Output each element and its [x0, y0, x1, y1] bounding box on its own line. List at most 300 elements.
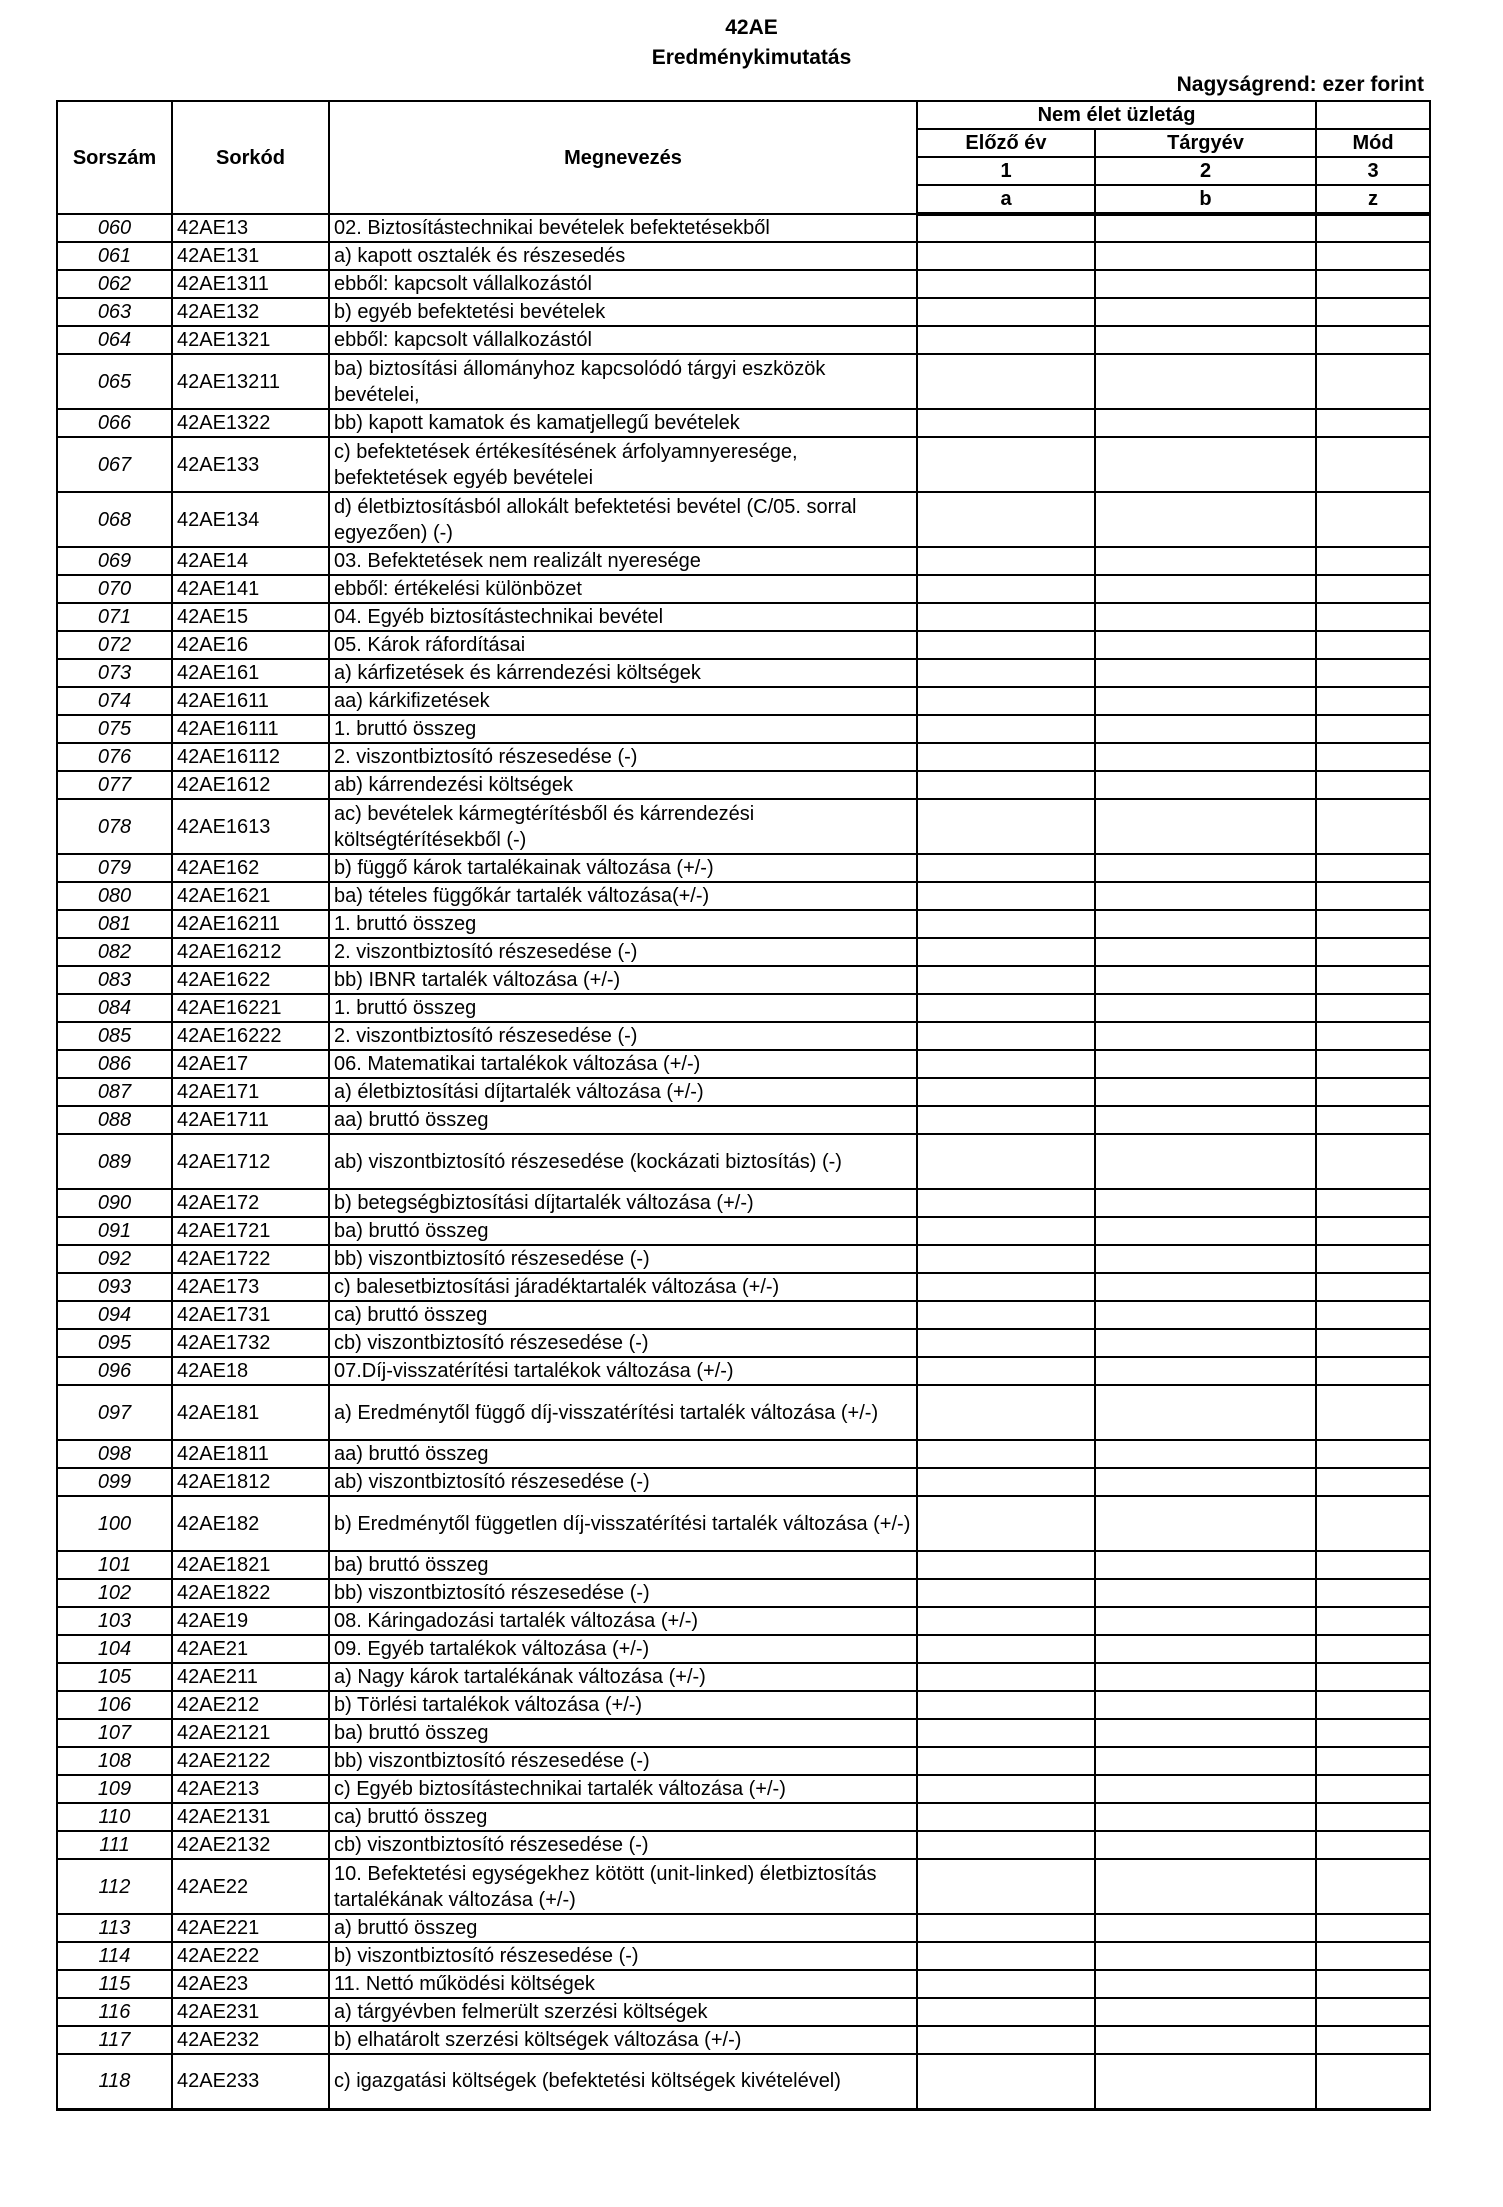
row-value-prev-year[interactable] [917, 854, 1095, 882]
table-row [57, 1385, 1430, 1440]
row-value-current-year[interactable] [1095, 966, 1316, 994]
row-value-current-year[interactable] [1095, 242, 1316, 270]
row-sorszam: 079 [57, 854, 172, 882]
row-sorszam: 067 [57, 437, 172, 492]
row-value-prev-year[interactable] [917, 1970, 1095, 1998]
row-sorkod: 42AE221 [172, 1914, 329, 1942]
row-value-prev-year[interactable] [917, 631, 1095, 659]
row-value-current-year[interactable] [1095, 1719, 1316, 1747]
row-sorszam: 076 [57, 743, 172, 771]
row-megnevezes: 11. Nettó működési költségek [329, 1970, 917, 1998]
row-value-prev-year[interactable] [917, 1859, 1095, 1914]
row-megnevezes: c) befektetések értékesítésének árfolyamnyeresége, befektetések egyéb bevételei [329, 437, 917, 492]
row-megnevezes: a) Eredménytől függő díj-visszatérítési tartalék változása (+/-) [329, 1385, 917, 1440]
row-value-mod[interactable] [1316, 1551, 1430, 1579]
row-value-prev-year[interactable] [917, 1914, 1095, 1942]
row-value-prev-year[interactable] [917, 1440, 1095, 1468]
row-sorszam: 084 [57, 994, 172, 1022]
row-value-mod[interactable] [1316, 1106, 1430, 1134]
table-row [57, 771, 1430, 799]
table-row [57, 1496, 1430, 1551]
row-value-mod[interactable] [1316, 687, 1430, 715]
row-megnevezes: ac) bevételek kármegtérítésből és kárrendezési költségtérítésekből (-) [329, 799, 917, 854]
row-value-current-year[interactable] [1095, 298, 1316, 326]
row-sorszam: 077 [57, 771, 172, 799]
row-value-current-year[interactable] [1095, 1914, 1316, 1942]
row-value-current-year[interactable] [1095, 1831, 1316, 1859]
row-megnevezes: aa) bruttó összeg [329, 1106, 917, 1134]
row-value-mod[interactable] [1316, 1301, 1430, 1329]
row-value-current-year[interactable] [1095, 994, 1316, 1022]
table-row [57, 1050, 1430, 1078]
row-value-mod[interactable] [1316, 1775, 1430, 1803]
row-value-prev-year[interactable] [917, 1357, 1095, 1385]
row-value-current-year[interactable] [1095, 1217, 1316, 1245]
row-sorszam: 063 [57, 298, 172, 326]
row-value-current-year[interactable] [1095, 1022, 1316, 1050]
col-header-empty [1316, 101, 1430, 129]
row-value-mod[interactable] [1316, 1719, 1430, 1747]
row-value-prev-year[interactable] [917, 938, 1095, 966]
row-value-mod[interactable] [1316, 659, 1430, 687]
row-sorszam: 096 [57, 1357, 172, 1385]
row-value-prev-year[interactable] [917, 437, 1095, 492]
row-value-prev-year[interactable] [917, 2026, 1095, 2054]
row-sorszam: 083 [57, 966, 172, 994]
row-value-mod[interactable] [1316, 1998, 1430, 2026]
row-megnevezes: cb) viszontbiztosító részesedése (-) [329, 1329, 917, 1357]
row-value-mod[interactable] [1316, 938, 1430, 966]
row-value-prev-year[interactable] [917, 1719, 1095, 1747]
row-value-current-year[interactable] [1095, 1050, 1316, 1078]
row-value-mod[interactable] [1316, 1831, 1430, 1859]
row-value-current-year[interactable] [1095, 270, 1316, 298]
row-value-current-year[interactable] [1095, 1496, 1316, 1551]
row-value-current-year[interactable] [1095, 575, 1316, 603]
row-megnevezes: ba) tételes függőkár tartalék változása(+/-) [329, 882, 917, 910]
row-value-prev-year[interactable] [917, 1273, 1095, 1301]
row-sorszam: 078 [57, 799, 172, 854]
row-value-current-year[interactable] [1095, 603, 1316, 631]
row-sorszam: 093 [57, 1273, 172, 1301]
row-value-prev-year[interactable] [917, 1189, 1095, 1217]
row-value-prev-year[interactable] [917, 966, 1095, 994]
row-value-current-year[interactable] [1095, 1942, 1316, 1970]
row-value-prev-year[interactable] [917, 326, 1095, 354]
row-value-current-year[interactable] [1095, 938, 1316, 966]
row-value-current-year[interactable] [1095, 1663, 1316, 1691]
row-value-prev-year[interactable] [917, 882, 1095, 910]
unit-label: Nagyságrend: ezer forint [1176, 73, 1424, 96]
row-value-prev-year[interactable] [917, 1579, 1095, 1607]
row-value-mod[interactable] [1316, 1607, 1430, 1635]
row-value-mod[interactable] [1316, 1579, 1430, 1607]
row-sorszam: 091 [57, 1217, 172, 1245]
row-value-prev-year[interactable] [917, 1301, 1095, 1329]
table-row [57, 2026, 1430, 2054]
row-value-prev-year[interactable] [917, 994, 1095, 1022]
row-value-prev-year[interactable] [917, 1551, 1095, 1579]
row-sorkod: 42AE16111 [172, 715, 329, 743]
row-value-mod[interactable] [1316, 1050, 1430, 1078]
row-value-current-year[interactable] [1095, 2054, 1316, 2109]
row-value-prev-year[interactable] [917, 1775, 1095, 1803]
row-value-current-year[interactable] [1095, 1803, 1316, 1831]
row-value-mod[interactable] [1316, 771, 1430, 799]
row-value-current-year[interactable] [1095, 1998, 1316, 2026]
row-value-current-year[interactable] [1095, 354, 1316, 409]
row-sorkod: 42AE222 [172, 1942, 329, 1970]
row-value-current-year[interactable] [1095, 437, 1316, 492]
row-value-current-year[interactable] [1095, 1747, 1316, 1775]
row-value-prev-year[interactable] [917, 270, 1095, 298]
row-megnevezes: 1. bruttó összeg [329, 910, 917, 938]
table-row [57, 743, 1430, 771]
row-value-mod[interactable] [1316, 1189, 1430, 1217]
row-megnevezes: 08. Káringadozási tartalék változása (+/-) [329, 1607, 917, 1635]
row-value-mod[interactable] [1316, 575, 1430, 603]
row-value-prev-year[interactable] [917, 242, 1095, 270]
row-sorkod: 42AE19 [172, 1607, 329, 1635]
row-value-current-year[interactable] [1095, 910, 1316, 938]
row-value-prev-year[interactable] [917, 1217, 1095, 1245]
row-sorkod: 42AE141 [172, 575, 329, 603]
table-row [57, 214, 1430, 242]
row-sorkod: 42AE1613 [172, 799, 329, 854]
row-value-mod[interactable] [1316, 2026, 1430, 2054]
row-value-prev-year[interactable] [917, 1663, 1095, 1691]
row-sorszam: 109 [57, 1775, 172, 1803]
col-header-sorkod: Sorkód [172, 101, 329, 214]
row-megnevezes: 2. viszontbiztosító részesedése (-) [329, 743, 917, 771]
row-value-current-year[interactable] [1095, 659, 1316, 687]
row-value-current-year[interactable] [1095, 214, 1316, 242]
row-value-current-year[interactable] [1095, 326, 1316, 354]
row-megnevezes: 07.Díj-visszatérítési tartalékok változása (+/-) [329, 1357, 917, 1385]
row-value-prev-year[interactable] [917, 1831, 1095, 1859]
row-value-mod[interactable] [1316, 1663, 1430, 1691]
row-value-mod[interactable] [1316, 2054, 1430, 2109]
row-megnevezes: c) Egyéb biztosítástechnikai tartalék változása (+/-) [329, 1775, 917, 1803]
table-row [57, 1134, 1430, 1189]
row-value-mod[interactable] [1316, 1217, 1430, 1245]
row-sorkod: 42AE1711 [172, 1106, 329, 1134]
row-sorszam: 061 [57, 242, 172, 270]
row-value-prev-year[interactable] [917, 1803, 1095, 1831]
row-sorkod: 42AE2122 [172, 1747, 329, 1775]
row-value-mod[interactable] [1316, 1747, 1430, 1775]
row-value-prev-year[interactable] [917, 409, 1095, 437]
row-value-current-year[interactable] [1095, 1859, 1316, 1914]
row-value-current-year[interactable] [1095, 715, 1316, 743]
row-value-mod[interactable] [1316, 1134, 1430, 1189]
row-value-current-year[interactable] [1095, 1078, 1316, 1106]
row-value-mod[interactable] [1316, 1468, 1430, 1496]
row-value-current-year[interactable] [1095, 799, 1316, 854]
row-megnevezes: 04. Egyéb biztosítástechnikai bevétel [329, 603, 917, 631]
row-sorkod: 42AE16211 [172, 910, 329, 938]
row-sorkod: 42AE17 [172, 1050, 329, 1078]
row-value-prev-year[interactable] [917, 687, 1095, 715]
row-value-mod[interactable] [1316, 214, 1430, 242]
row-value-mod[interactable] [1316, 1691, 1430, 1719]
row-value-current-year[interactable] [1095, 1301, 1316, 1329]
row-megnevezes: 05. Károk ráfordításai [329, 631, 917, 659]
row-sorszam: 118 [57, 2054, 172, 2109]
row-value-prev-year[interactable] [917, 298, 1095, 326]
row-megnevezes: 09. Egyéb tartalékok változása (+/-) [329, 1635, 917, 1663]
row-value-current-year[interactable] [1095, 771, 1316, 799]
row-value-prev-year[interactable] [917, 1022, 1095, 1050]
row-megnevezes: bb) viszontbiztosító részesedése (-) [329, 1245, 917, 1273]
row-value-mod[interactable] [1316, 242, 1430, 270]
row-value-prev-year[interactable] [917, 547, 1095, 575]
row-value-mod[interactable] [1316, 492, 1430, 547]
col-letter-b: b [1095, 185, 1316, 214]
row-value-prev-year[interactable] [917, 354, 1095, 409]
table-row [57, 575, 1430, 603]
row-value-mod[interactable] [1316, 354, 1430, 409]
row-value-mod[interactable] [1316, 1803, 1430, 1831]
row-value-mod[interactable] [1316, 882, 1430, 910]
row-value-current-year[interactable] [1095, 854, 1316, 882]
row-value-prev-year[interactable] [917, 214, 1095, 242]
table-row [57, 1803, 1430, 1831]
row-value-current-year[interactable] [1095, 1468, 1316, 1496]
row-sorszam: 090 [57, 1189, 172, 1217]
row-value-prev-year[interactable] [917, 1635, 1095, 1663]
row-sorszam: 060 [57, 214, 172, 242]
row-value-prev-year[interactable] [917, 2054, 1095, 2109]
row-value-mod[interactable] [1316, 1914, 1430, 1942]
row-value-prev-year[interactable] [917, 715, 1095, 743]
row-value-prev-year[interactable] [917, 492, 1095, 547]
row-sorszam: 081 [57, 910, 172, 938]
row-value-mod[interactable] [1316, 799, 1430, 854]
row-value-mod[interactable] [1316, 1273, 1430, 1301]
table-row [57, 966, 1430, 994]
table-row [57, 326, 1430, 354]
row-sorkod: 42AE162 [172, 854, 329, 882]
row-value-mod[interactable] [1316, 1440, 1430, 1468]
row-value-current-year[interactable] [1095, 1189, 1316, 1217]
table-row [57, 631, 1430, 659]
row-value-prev-year[interactable] [917, 575, 1095, 603]
row-value-prev-year[interactable] [917, 799, 1095, 854]
row-value-mod[interactable] [1316, 1942, 1430, 1970]
row-value-current-year[interactable] [1095, 1970, 1316, 1998]
row-value-current-year[interactable] [1095, 1245, 1316, 1273]
row-sorkod: 42AE172 [172, 1189, 329, 1217]
row-sorszam: 086 [57, 1050, 172, 1078]
table-row [57, 1022, 1430, 1050]
row-value-mod[interactable] [1316, 910, 1430, 938]
table-row [57, 1942, 1430, 1970]
row-value-prev-year[interactable] [917, 910, 1095, 938]
row-value-mod[interactable] [1316, 743, 1430, 771]
row-sorkod: 42AE1311 [172, 270, 329, 298]
row-sorkod: 42AE1721 [172, 1217, 329, 1245]
row-value-prev-year[interactable] [917, 659, 1095, 687]
row-value-mod[interactable] [1316, 1329, 1430, 1357]
table-row [57, 882, 1430, 910]
row-megnevezes: bb) kapott kamatok és kamatjellegű bevételek [329, 409, 917, 437]
row-value-prev-year[interactable] [917, 1134, 1095, 1189]
row-megnevezes: a) kapott osztalék és részesedés [329, 242, 917, 270]
row-sorkod: 42AE14 [172, 547, 329, 575]
table-row [57, 1775, 1430, 1803]
row-value-current-year[interactable] [1095, 1691, 1316, 1719]
row-value-mod[interactable] [1316, 547, 1430, 575]
row-value-current-year[interactable] [1095, 1106, 1316, 1134]
row-value-current-year[interactable] [1095, 1551, 1316, 1579]
row-value-prev-year[interactable] [917, 771, 1095, 799]
row-value-prev-year[interactable] [917, 1078, 1095, 1106]
table-row [57, 1468, 1430, 1496]
row-value-current-year[interactable] [1095, 1273, 1316, 1301]
row-value-mod[interactable] [1316, 270, 1430, 298]
row-value-mod[interactable] [1316, 966, 1430, 994]
row-value-current-year[interactable] [1095, 1329, 1316, 1357]
row-value-current-year[interactable] [1095, 631, 1316, 659]
row-value-mod[interactable] [1316, 603, 1430, 631]
row-megnevezes: ba) bruttó összeg [329, 1719, 917, 1747]
row-value-mod[interactable] [1316, 994, 1430, 1022]
row-value-mod[interactable] [1316, 1635, 1430, 1663]
row-sorkod: 42AE16221 [172, 994, 329, 1022]
row-value-mod[interactable] [1316, 1496, 1430, 1551]
row-value-prev-year[interactable] [917, 1496, 1095, 1551]
row-value-current-year[interactable] [1095, 1775, 1316, 1803]
row-value-mod[interactable] [1316, 1357, 1430, 1385]
row-value-current-year[interactable] [1095, 1385, 1316, 1440]
row-megnevezes: cb) viszontbiztosító részesedése (-) [329, 1831, 917, 1859]
row-megnevezes: ebből: kapcsolt vállalkozástól [329, 326, 917, 354]
row-value-current-year[interactable] [1095, 1607, 1316, 1635]
row-sorszam: 095 [57, 1329, 172, 1357]
row-sorszam: 074 [57, 687, 172, 715]
row-sorkod: 42AE171 [172, 1078, 329, 1106]
table-row [57, 242, 1430, 270]
table-row [57, 1635, 1430, 1663]
row-sorkod: 42AE1812 [172, 1468, 329, 1496]
row-sorkod: 42AE2121 [172, 1719, 329, 1747]
income-statement-table [56, 100, 1431, 2111]
row-value-prev-year[interactable] [917, 1329, 1095, 1357]
row-value-mod[interactable] [1316, 1245, 1430, 1273]
row-value-current-year[interactable] [1095, 1440, 1316, 1468]
row-value-current-year[interactable] [1095, 2026, 1316, 2054]
table-row [57, 715, 1430, 743]
col-header-prev-year: Előző év [917, 129, 1095, 157]
row-value-current-year[interactable] [1095, 492, 1316, 547]
row-value-prev-year[interactable] [917, 1106, 1095, 1134]
row-sorkod: 42AE1612 [172, 771, 329, 799]
row-sorszam: 099 [57, 1468, 172, 1496]
col-header-group: Nem élet üzletág [917, 101, 1316, 129]
row-megnevezes: b) betegségbiztosítási díjtartalék változása (+/-) [329, 1189, 917, 1217]
table-row [57, 1691, 1430, 1719]
row-value-mod[interactable] [1316, 715, 1430, 743]
row-value-mod[interactable] [1316, 1385, 1430, 1440]
table-row [57, 1551, 1430, 1579]
row-value-prev-year[interactable] [917, 1607, 1095, 1635]
row-value-current-year[interactable] [1095, 409, 1316, 437]
col-letter-z: z [1316, 185, 1430, 214]
row-sorszam: 071 [57, 603, 172, 631]
row-sorkod: 42AE173 [172, 1273, 329, 1301]
table-row [57, 409, 1430, 437]
row-megnevezes: 03. Befektetések nem realizált nyeresége [329, 547, 917, 575]
row-value-current-year[interactable] [1095, 743, 1316, 771]
row-megnevezes: a) életbiztosítási díjtartalék változása (+/-) [329, 1078, 917, 1106]
row-sorkod: 42AE132 [172, 298, 329, 326]
row-sorszam: 064 [57, 326, 172, 354]
row-value-mod[interactable] [1316, 437, 1430, 492]
row-megnevezes: a) bruttó összeg [329, 1914, 917, 1942]
row-value-mod[interactable] [1316, 409, 1430, 437]
col-header-sorszam: Sorszám [57, 101, 172, 214]
table-row [57, 1329, 1430, 1357]
row-megnevezes: b) Eredménytől független díj-visszatérítési tartalék változása (+/-) [329, 1496, 917, 1551]
row-megnevezes: bb) IBNR tartalék változása (+/-) [329, 966, 917, 994]
row-value-prev-year[interactable] [917, 1468, 1095, 1496]
row-value-mod[interactable] [1316, 1859, 1430, 1914]
row-megnevezes: ca) bruttó összeg [329, 1803, 917, 1831]
row-megnevezes: 02. Biztosítástechnikai bevételek befektetésekből [329, 214, 917, 242]
row-sorszam: 069 [57, 547, 172, 575]
row-value-current-year[interactable] [1095, 687, 1316, 715]
row-value-prev-year[interactable] [917, 1691, 1095, 1719]
row-value-current-year[interactable] [1095, 882, 1316, 910]
row-value-current-year[interactable] [1095, 1635, 1316, 1663]
row-megnevezes: ab) viszontbiztosító részesedése (-) [329, 1468, 917, 1496]
row-sorkod: 42AE1821 [172, 1551, 329, 1579]
row-sorkod: 42AE1822 [172, 1579, 329, 1607]
row-value-current-year[interactable] [1095, 1357, 1316, 1385]
row-value-mod[interactable] [1316, 854, 1430, 882]
row-value-prev-year[interactable] [917, 1998, 1095, 2026]
row-megnevezes: aa) bruttó összeg [329, 1440, 917, 1468]
row-value-prev-year[interactable] [917, 1385, 1095, 1440]
row-value-current-year[interactable] [1095, 547, 1316, 575]
row-megnevezes: ebből: kapcsolt vállalkozástól [329, 270, 917, 298]
row-value-current-year[interactable] [1095, 1134, 1316, 1189]
row-value-mod[interactable] [1316, 1022, 1430, 1050]
row-value-mod[interactable] [1316, 631, 1430, 659]
table-row [57, 2054, 1430, 2109]
row-value-prev-year[interactable] [917, 1050, 1095, 1078]
row-value-prev-year[interactable] [917, 1747, 1095, 1775]
row-value-prev-year[interactable] [917, 1245, 1095, 1273]
row-value-mod[interactable] [1316, 326, 1430, 354]
row-value-current-year[interactable] [1095, 1579, 1316, 1607]
table-row [57, 1579, 1430, 1607]
table-row [57, 687, 1430, 715]
row-value-mod[interactable] [1316, 1970, 1430, 1998]
row-value-mod[interactable] [1316, 1078, 1430, 1106]
row-sorkod: 42AE233 [172, 2054, 329, 2109]
row-value-prev-year[interactable] [917, 603, 1095, 631]
row-value-prev-year[interactable] [917, 743, 1095, 771]
row-value-prev-year[interactable] [917, 1942, 1095, 1970]
row-value-mod[interactable] [1316, 298, 1430, 326]
row-sorszam: 082 [57, 938, 172, 966]
col-number-3: 3 [1316, 157, 1430, 185]
row-megnevezes: a) Nagy károk tartalékának változása (+/-) [329, 1663, 917, 1691]
row-sorszam: 073 [57, 659, 172, 687]
row-sorkod: 42AE133 [172, 437, 329, 492]
